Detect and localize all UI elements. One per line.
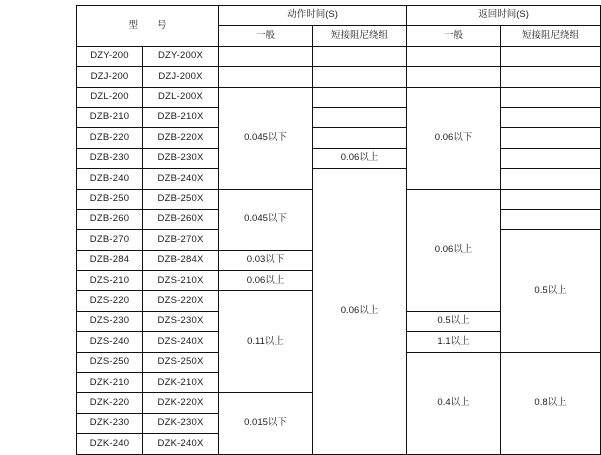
cell-model-a: DZK-210	[77, 373, 143, 393]
table-row	[77, 107, 601, 127]
table-row	[77, 148, 601, 168]
cell-return-damping	[501, 87, 601, 107]
cell-model-b: DZB-260X	[143, 209, 219, 229]
cell-return-damping	[501, 169, 601, 189]
cell-model-a: DZS-250	[77, 352, 143, 372]
cell-model-b: DZB-284X	[143, 250, 219, 270]
cell-model-a: DZB-284	[77, 250, 143, 270]
cell-model-b: DZB-240X	[143, 169, 219, 189]
table-row	[77, 87, 601, 107]
table-row	[77, 46, 601, 66]
cell-operate-damping	[313, 67, 407, 87]
header-return-general: 一般	[407, 26, 501, 46]
header-row-top	[77, 6, 601, 26]
cell-operate-general: 0.11以上	[219, 291, 313, 393]
cell-model-a: DZS-240	[77, 332, 143, 352]
cell-return-damping	[501, 46, 601, 66]
cell-operate-damping: 0.06以上	[313, 169, 407, 454]
cell-return-general	[407, 46, 501, 66]
cell-return-damping: 0.5以上	[501, 230, 601, 352]
cell-operate-general: 0.045以下	[219, 87, 313, 189]
cell-operate-damping	[313, 128, 407, 148]
cell-model-b: DZK-210X	[143, 373, 219, 393]
cell-model-a: DZB-270	[77, 230, 143, 250]
cell-model-a: DZB-230	[77, 148, 143, 168]
header-return-damping: 短接阻尼绕组	[501, 26, 601, 46]
cell-model-a: DZS-220	[77, 291, 143, 311]
cell-return-general: 0.06以上	[407, 189, 501, 311]
cell-return-damping	[501, 67, 601, 87]
cell-model-b: DZS-220X	[143, 291, 219, 311]
cell-model-a: DZB-240	[77, 169, 143, 189]
cell-model-b: DZB-270X	[143, 230, 219, 250]
cell-model-a: DZJ-200	[77, 67, 143, 87]
cell-return-general: 1.1以上	[407, 332, 501, 352]
cell-model-b: DZB-210X	[143, 107, 219, 127]
cell-return-damping	[501, 128, 601, 148]
cell-model-b: DZS-230X	[143, 311, 219, 331]
cell-model-b: DZK-230X	[143, 413, 219, 433]
cell-operate-damping	[313, 87, 407, 107]
cell-model-b: DZB-250X	[143, 189, 219, 209]
cell-model-b: DZB-220X	[143, 128, 219, 148]
cell-operate-general: 0.03以下	[219, 250, 313, 270]
cell-operate-damping: 0.06以上	[313, 148, 407, 168]
cell-return-damping	[501, 209, 601, 229]
cell-model-b: DZL-200X	[143, 87, 219, 107]
cell-model-b: DZK-240X	[143, 434, 219, 454]
cell-return-damping	[501, 189, 601, 209]
cell-return-general: 0.4以上	[407, 352, 501, 454]
cell-model-b: DZS-240X	[143, 332, 219, 352]
cell-model-a: DZB-220	[77, 128, 143, 148]
cell-operate-damping	[313, 46, 407, 66]
header-return-time: 返回时间(S)	[407, 6, 601, 26]
table-row	[77, 128, 601, 148]
cell-model-a: DZL-200	[77, 87, 143, 107]
cell-operate-general	[219, 67, 313, 87]
cell-model-a: DZB-250	[77, 189, 143, 209]
cell-model-b: DZK-220X	[143, 393, 219, 413]
cell-return-damping	[501, 148, 601, 168]
cell-model-b: DZY-200X	[143, 46, 219, 66]
cell-operate-general: 0.045以下	[219, 189, 313, 250]
cell-return-damping: 0.8以上	[501, 352, 601, 454]
cell-model-a: DZB-210	[77, 107, 143, 127]
header-operate-damping: 短接阻尼绕组	[313, 26, 407, 46]
cell-operate-damping	[313, 107, 407, 127]
cell-model-a: DZY-200	[77, 46, 143, 66]
table-row	[77, 67, 601, 87]
table-row	[77, 169, 601, 189]
cell-model-a: DZK-230	[77, 413, 143, 433]
cell-operate-general: 0.06以上	[219, 271, 313, 291]
cell-return-general	[407, 67, 501, 87]
cell-model-b: DZJ-200X	[143, 67, 219, 87]
table-body	[77, 46, 601, 454]
cell-return-general: 0.5以上	[407, 311, 501, 331]
header-model: 型 号	[77, 6, 219, 47]
cell-model-a: DZK-240	[77, 434, 143, 454]
header-operate-general: 一般	[219, 26, 313, 46]
cell-return-general: 0.06以下	[407, 87, 501, 189]
cell-operate-general	[219, 46, 313, 66]
cell-model-b: DZS-250X	[143, 352, 219, 372]
cell-model-a: DZS-210	[77, 271, 143, 291]
cell-model-a: DZS-230	[77, 311, 143, 331]
table-head	[77, 6, 601, 47]
cell-model-a: DZB-260	[77, 209, 143, 229]
cell-return-damping	[501, 107, 601, 127]
cell-model-b: DZB-230X	[143, 148, 219, 168]
cell-model-b: DZS-210X	[143, 271, 219, 291]
header-operate-time: 动作时间(S)	[219, 6, 407, 26]
relay-timing-spec-table	[76, 5, 601, 455]
cell-model-a: DZK-220	[77, 393, 143, 413]
cell-operate-general: 0.015以下	[219, 393, 313, 454]
